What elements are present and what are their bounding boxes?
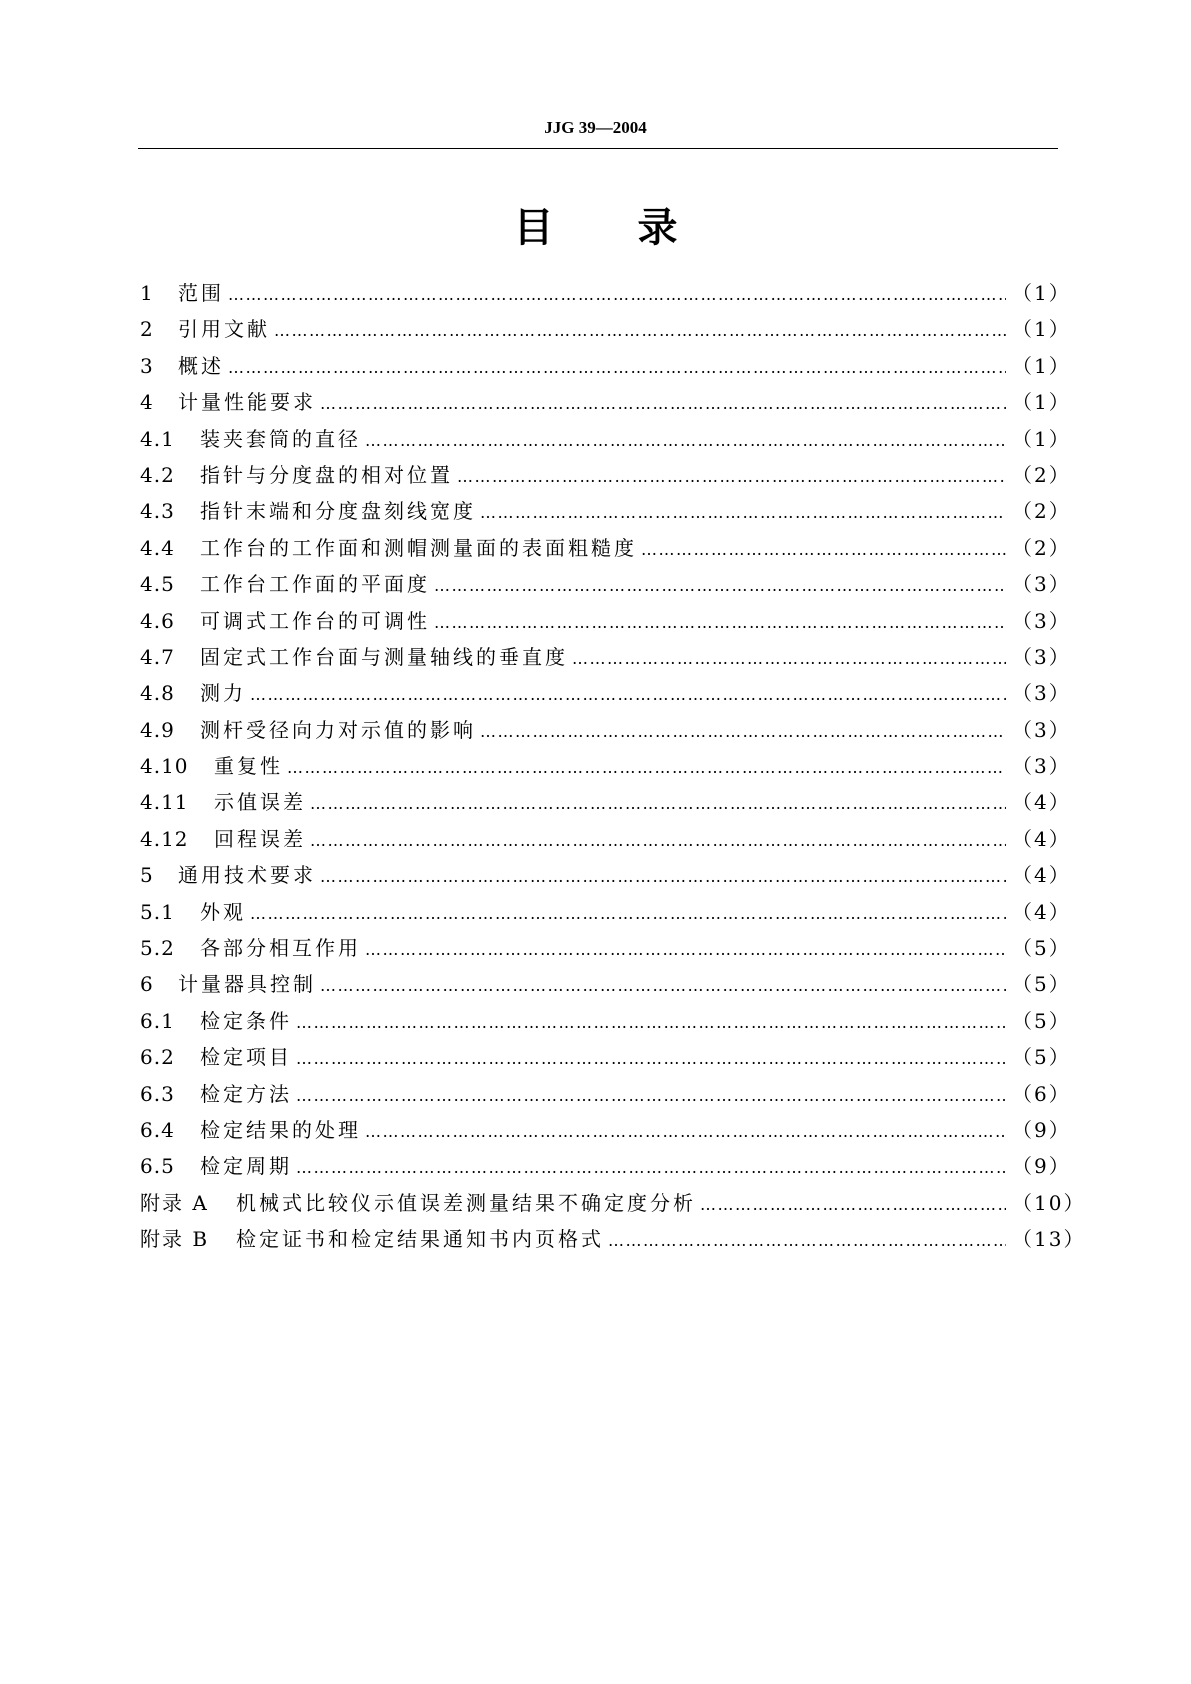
toc-entry-label: 固定式工作台面与测量轴线的垂直度	[200, 644, 568, 669]
toc-entry-number: 6.1	[140, 1008, 175, 1033]
toc-entry-label: 检定周期	[200, 1154, 292, 1179]
toc-entry-page: （1）	[1012, 281, 1071, 305]
toc-entry-label: 装夹套筒的直径	[200, 426, 361, 451]
toc-entry-page: （4）	[1012, 899, 1071, 924]
toc-entry-label: 工作台的工作面和测帽测量面的表面粗糙度	[200, 535, 637, 560]
toc-entry-number: 4.5	[140, 572, 175, 597]
toc-entry-number: 4.1	[140, 426, 175, 451]
toc-entry-page: （5）	[1012, 1008, 1071, 1033]
toc-entry-page: （1）	[1012, 426, 1071, 451]
toc-leader-dots	[434, 613, 1006, 632]
toc-entry-number: 6.4	[140, 1117, 175, 1142]
toc-entry-number: 6	[140, 972, 154, 997]
toc-entry[interactable]	[140, 1223, 1086, 1259]
toc-entry-number: 5	[140, 863, 154, 888]
toc-entry-number: 2	[140, 317, 154, 342]
toc-entry[interactable]	[140, 859, 1071, 895]
toc-entry-label: 计量器具控制	[178, 972, 316, 997]
toc-entry-label: 回程误差	[214, 826, 306, 851]
toc-entry-label: 指针末端和分度盘刻线宽度	[200, 499, 476, 524]
toc-entry[interactable]	[140, 1005, 1071, 1041]
toc-leader-dots	[480, 503, 1006, 522]
toc-entry-label: 工作台工作面的平面度	[200, 572, 430, 597]
toc-entry-label: 检定证书和检定结果通知书内页格式	[236, 1227, 604, 1252]
toc-leader-dots	[310, 831, 1006, 850]
toc-entry-number: 4.3	[140, 499, 175, 524]
toc-entry[interactable]	[140, 532, 1071, 568]
toc-entry[interactable]	[140, 714, 1071, 750]
toc-leader-dots	[296, 1013, 1006, 1032]
toc-leader-dots	[365, 940, 1006, 959]
toc-entry-number: 3	[140, 353, 154, 378]
toc-entry-number: 1	[140, 281, 154, 305]
toc-leader-dots	[320, 976, 1006, 995]
title-char-left: 目	[513, 205, 554, 251]
toc-entry-label: 通用技术要求	[178, 863, 316, 888]
toc-entry[interactable]	[140, 1041, 1071, 1077]
toc-entry[interactable]	[140, 968, 1071, 1004]
table-of-contents	[140, 277, 1086, 1260]
toc-entry-label: 测力	[200, 681, 246, 706]
toc-entry-page: （9）	[1012, 1154, 1071, 1179]
toc-entry-label: 测杆受径向力对示值的影响	[200, 717, 476, 742]
toc-entry-page: （1）	[1012, 353, 1071, 378]
toc-leader-dots	[641, 540, 1006, 559]
document-code-header: JJG 39—2004	[544, 118, 647, 137]
toc-entry-page: （13）	[1012, 1227, 1086, 1252]
toc-leader-dots	[250, 685, 1006, 704]
toc-entry-number: 4.8	[140, 681, 175, 706]
toc-entry-label: 可调式工作台的可调性	[200, 608, 430, 633]
toc-entry[interactable]	[140, 313, 1071, 349]
toc-entry-page: （9）	[1012, 1117, 1071, 1142]
toc-entry-page: （3）	[1012, 572, 1071, 597]
toc-leader-dots	[287, 758, 1006, 777]
toc-entry-page: （5）	[1012, 972, 1071, 997]
toc-leader-dots	[250, 904, 1006, 923]
header-rule	[138, 148, 1058, 149]
toc-entry-page: （10）	[1012, 1190, 1086, 1215]
toc-leader-dots	[296, 1158, 1006, 1177]
toc-leader-dots	[457, 467, 1006, 486]
toc-entry[interactable]	[140, 423, 1071, 459]
toc-entry[interactable]	[140, 459, 1071, 495]
toc-entry-page: （4）	[1012, 863, 1071, 888]
toc-leader-dots	[228, 358, 1006, 377]
title-char-right: 录	[637, 205, 678, 251]
toc-entry[interactable]	[140, 750, 1071, 786]
toc-entry-number: 5.1	[140, 899, 175, 924]
toc-entry-number: 附录 A	[140, 1190, 209, 1215]
toc-entry-page: （3）	[1012, 644, 1071, 669]
toc-leader-dots	[365, 1122, 1006, 1141]
toc-leader-dots	[480, 722, 1006, 741]
page-title	[0, 196, 1191, 253]
toc-leader-dots	[608, 1231, 1006, 1250]
toc-entry-number: 4.9	[140, 717, 175, 742]
toc-entry-label: 引用文献	[178, 317, 270, 342]
toc-entry[interactable]	[140, 277, 1071, 313]
toc-entry-label: 范围	[178, 281, 224, 305]
toc-entry-number: 4.4	[140, 535, 175, 560]
toc-entry-page: （1）	[1012, 317, 1071, 342]
toc-entry-number: 4.11	[140, 790, 189, 815]
toc-entry-page: （2）	[1012, 462, 1071, 487]
toc-entry-label: 各部分相互作用	[200, 936, 361, 961]
toc-entry-label: 概述	[178, 353, 224, 378]
toc-entry-label: 检定方法	[200, 1081, 292, 1106]
toc-leader-dots	[228, 285, 1006, 304]
toc-entry-number: 4	[140, 390, 154, 415]
toc-leader-dots	[296, 1049, 1006, 1068]
toc-entry[interactable]	[140, 677, 1071, 713]
toc-leader-dots	[296, 1086, 1006, 1105]
toc-entry-number: 5.2	[140, 936, 175, 961]
toc-entry[interactable]	[140, 1150, 1071, 1186]
toc-leader-dots	[572, 649, 1006, 668]
toc-entry-page: （1）	[1012, 390, 1071, 415]
toc-entry-page: （3）	[1012, 717, 1071, 742]
toc-entry[interactable]	[140, 386, 1071, 422]
toc-entry-label: 指针与分度盘的相对位置	[200, 462, 453, 487]
toc-entry-number: 4.2	[140, 462, 175, 487]
toc-entry-label: 检定条件	[200, 1008, 292, 1033]
toc-entry[interactable]	[140, 1078, 1071, 1114]
toc-entry[interactable]	[140, 1187, 1086, 1223]
toc-entry-number: 4.12	[140, 826, 189, 851]
toc-entry-page: （3）	[1012, 608, 1071, 633]
toc-entry-label: 计量性能要求	[178, 390, 316, 415]
toc-entry-number: 4.7	[140, 644, 175, 669]
toc-entry[interactable]	[140, 641, 1071, 677]
toc-entry[interactable]	[140, 1114, 1071, 1150]
toc-entry-page: （3）	[1012, 681, 1071, 706]
toc-entry-label: 示值误差	[214, 790, 306, 815]
toc-entry-number: 6.2	[140, 1045, 175, 1070]
toc-leader-dots	[700, 1195, 1006, 1214]
toc-leader-dots	[320, 394, 1006, 413]
toc-leader-dots	[365, 431, 1006, 450]
toc-entry-number: 4.10	[140, 754, 189, 779]
toc-entry-page: （4）	[1012, 790, 1071, 815]
toc-entry-number: 6.3	[140, 1081, 175, 1106]
toc-entry-label: 检定结果的处理	[200, 1117, 361, 1142]
toc-leader-dots	[310, 794, 1006, 813]
toc-entry-number: 4.6	[140, 608, 175, 633]
toc-entry[interactable]	[140, 605, 1071, 641]
toc-entry-page: （2）	[1012, 499, 1071, 524]
toc-entry-label: 外观	[200, 899, 246, 924]
toc-entry[interactable]	[140, 823, 1071, 859]
toc-leader-dots	[274, 321, 1006, 340]
toc-entry[interactable]	[140, 495, 1071, 531]
toc-entry[interactable]	[140, 932, 1071, 968]
toc-entry[interactable]	[140, 896, 1071, 932]
toc-entry-label: 重复性	[214, 754, 283, 779]
toc-leader-dots	[320, 867, 1006, 886]
toc-entry-page: （6）	[1012, 1081, 1071, 1106]
toc-entry-page: （5）	[1012, 1045, 1071, 1070]
toc-entry-number: 附录 B	[140, 1227, 210, 1252]
toc-entry-page: （2）	[1012, 535, 1071, 560]
toc-entry-number: 6.5	[140, 1154, 175, 1179]
toc-entry-page: （3）	[1012, 754, 1071, 779]
toc-leader-dots	[434, 576, 1006, 595]
toc-entry[interactable]	[140, 350, 1071, 386]
toc-entry-page: （4）	[1012, 826, 1071, 851]
toc-entry[interactable]	[140, 786, 1071, 822]
toc-entry[interactable]	[140, 568, 1071, 604]
toc-entry-label: 机械式比较仪示值误差测量结果不确定度分析	[236, 1190, 696, 1215]
toc-entry-label: 检定项目	[200, 1045, 292, 1070]
toc-entry-page: （5）	[1012, 936, 1071, 961]
